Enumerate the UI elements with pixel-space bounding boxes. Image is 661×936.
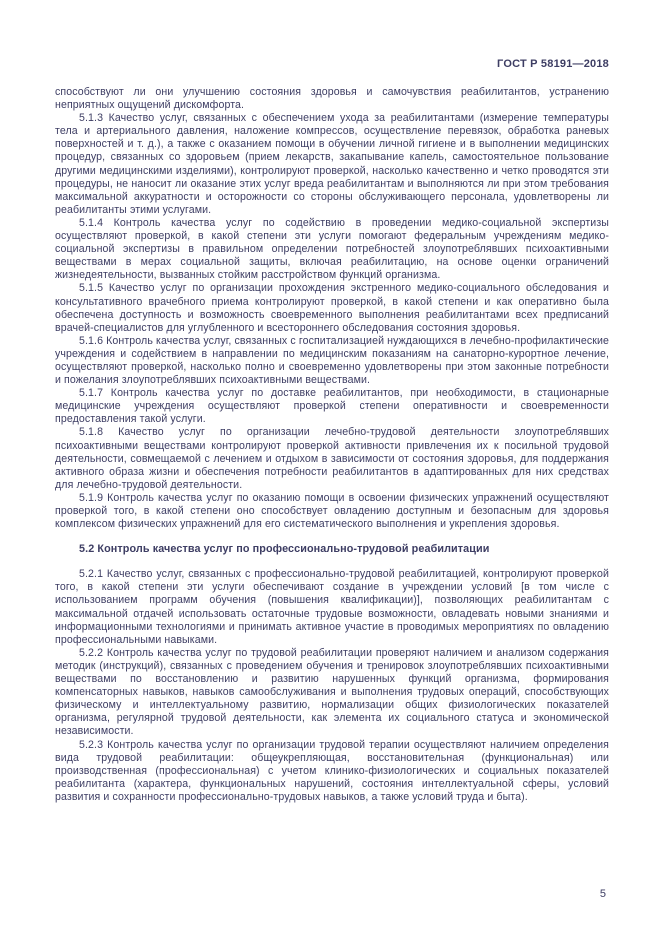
document-body (55, 86, 609, 804)
paragraph-5-1-5: 5.1.5 Качество услуг по организации прохождения экстренного медико-социального обследования и консультативного врачебного приема контролируют проверкой, в какой степени и как оперативно была обеспечена доступность и возможность своевременного выполнения реабилитантами всех предписаний врачей-специалистов для углубленного и всестороннего обследования состояния здоровья. (55, 282, 609, 334)
paragraph-5-2-1: 5.2.1 Качество услуг, связанных с профессионально-трудовой реабилитацией, контролируют проверкой того, в какой степени эти услуги обеспечивают создание в учреждении условий [в том числе с использованием программ обучения (повышения квалификации)], позволяющих реабилитантам с максимальной отдачей использовать остаточные трудовые возможности, овладевать новыми знаниями и информационными технологиями и принимать активное участие в проводимых мероприятиях по овладению профессиональными навыками. (55, 568, 609, 646)
paragraph-continuation: способствуют ли они улучшению состояния здоровья и самочувствия реабилитантов, устранению неприятных ощущений дискомфорта. (55, 86, 609, 112)
page-number: 5 (599, 888, 606, 900)
section-heading-5-2: 5.2 Контроль качества услуг по профессионально-трудовой реабилитации (79, 543, 490, 556)
doc-code: ГОСТ Р 58191—2018 (497, 58, 609, 70)
paragraph-5-2-2: 5.2.2 Контроль качества услуг по трудовой реабилитации проверяют наличием и анализом содержания методик (инструкций), связанных с проведением обучения и тренировок злоупотреблявших психоактивными веществами по восстановлению и развитию нарушенных функций организма, формирования компенсаторных навыков, навыков самообслуживания и выполнения трудовых операций, способствующих физическому и интеллектуальному развитию, нормализации общих физиологических показателей организма, регулярной трудовой деятельности, как элемента их социального статуса и экономической независимости. (55, 646, 609, 738)
paragraph-5-1-8: 5.1.8 Качество услуг по организации лечебно-трудовой деятельности злоупотреблявших психоактивными веществами контролируют проверкой активности привлечения их к посильной трудовой деятельности, совмещаемой с лечением и отдыхом в зависимости от состояния здоровья, для поддержания активного образа жизни и обеспечения потребности реабилитантов в адаптированных для них средствах для лечебно-трудовой деятельности. (55, 426, 609, 491)
paragraph-5-1-3: 5.1.3 Качество услуг, связанных с обеспечением ухода за реабилитантами (измерение температуры тела и артериального давления, наложение компрессов, осуществление перевязок, обработка раневых поверхностей и т. д.), а также с оказанием помощи в обучении личной гигиене и в выполнении медицинских процедур, связанных со здоровьем (прием лекарств, закапывание капель, самостоятельное пользование другими медицинскими изделиями), контролируют проверкой, насколько качественно и четко проводятся эти процедуры, не наносит ли оказание этих услуг вреда реабилитантам и выполняются ли при этом требования максимальной аккуратности и осторожности со стороны обслуживающего персонала, удовлетворены ли реабилитанты этими услугами. (55, 112, 609, 216)
paragraph-5-2-3: 5.2.3 Контроль качества услуг по организации трудовой терапии осуществляют наличием определения вида трудовой реабилитации: общеукрепляющая, восстановительная (функциональная) или производственная (профессиональная) с учетом клинико-физиологических и социальных показателей реабилитанта (характера, функциональных нарушений, состояния интеллектуальной сферы, условий развития и сохранности профессионально-трудовых навыков, а также условий труда и быта). (55, 738, 609, 803)
paragraph-5-1-7: 5.1.7 Контроль качества услуг по доставке реабилитантов, при необходимости, в стационарные медицинские учреждения осуществляют проверкой степени оперативности и своевременности предоставления такой услуги. (55, 387, 609, 426)
paragraph-5-1-4: 5.1.4 Контроль качества услуг по содействию в проведении медико-социальной экспертизы осуществляют проверкой, в какой степени эти услуги помогают федеральным учреждениям медико-социальной экспертизы в правильном определении потребностей злоупотреблявших психоактивными веществами в мерах социальной защиты, включая реабилитацию, на основе оценки ограничений жизнедеятельности, вызванных стойким расстройством функций организма. (55, 216, 609, 282)
document-header (55, 58, 609, 70)
paragraph-5-1-6: 5.1.6 Контроль качества услуг, связанных с госпитализацией нуждающихся в лечебно-профилактические учреждения и содействием в направлении по медицинским показаниям на санаторно-курортное лечение, осуществляют проверкой, насколько полно и своевременно удовлетворены при этом законные потребности и пожелания злоупотреблявших психоактивными веществами. (55, 334, 609, 387)
paragraph-5-1-9: 5.1.9 Контроль качества услуг по оказанию помощи в освоении физических упражнений осуществляют проверкой того, в какой степени оно способствует овладению доступным и безопасным для здоровья комплексом физических упражнений для его систематического выполнения и укрепления здоровья. (55, 491, 609, 531)
